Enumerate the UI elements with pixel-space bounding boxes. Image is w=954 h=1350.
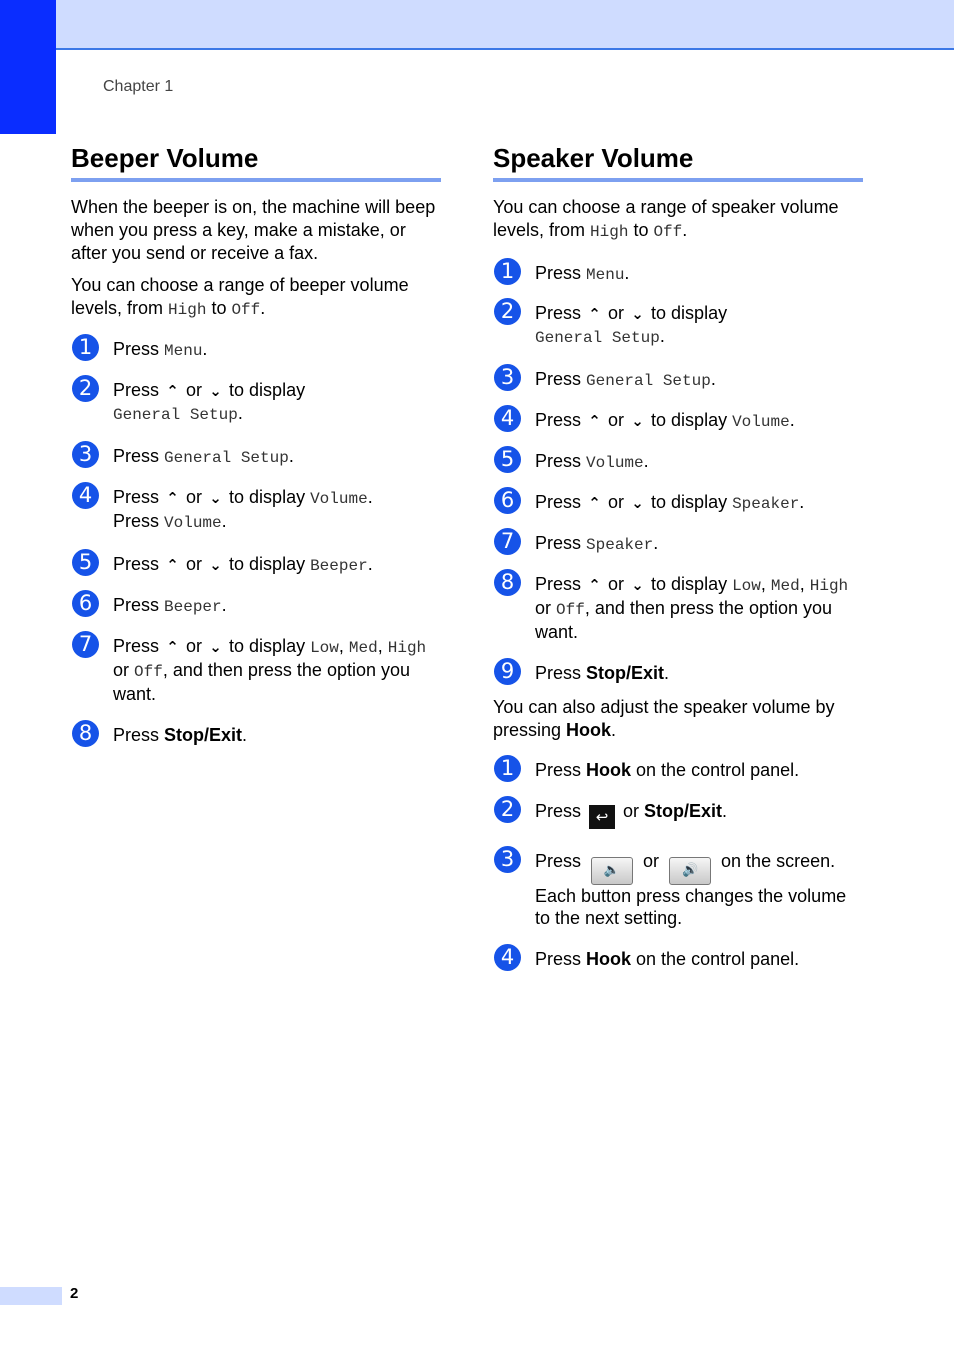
beeper-step-7: 7 Press ⌃ or ⌄ to display Low, Med, High or Off, and then press the option you want. [71,635,441,705]
beeper-title: Beeper Volume [71,140,441,182]
speaker-step-7: 7 Press Speaker. [493,532,863,560]
step-number-icon: 3 [494,364,521,391]
speaker-step-6: 6 Press ⌃ or ⌄ to display Speaker. [493,491,863,519]
chevron-down-icon: ⌄ [209,382,222,400]
header-band [56,0,954,50]
step-number-icon: 4 [72,482,99,509]
beeper-section [71,140,441,752]
hook-step-1: 1 Press Hook on the control panel. [493,759,863,787]
step-number-icon: 7 [494,528,521,555]
beeper-step-8: 8 Press Stop/Exit. [71,724,441,752]
chevron-down-icon: ⌄ [209,489,222,507]
chevron-up-icon: ⌃ [588,494,601,512]
chevron-up-icon: ⌃ [588,305,601,323]
chevron-down-icon: ⌄ [209,638,222,656]
step-number-icon: 6 [494,487,521,514]
hook-step-4: 4 Press Hook on the control panel. [493,948,863,976]
step-number-icon: 6 [72,590,99,617]
beeper-range: You can choose a range of beeper volume levels, from High to Off. [71,275,409,319]
volume-up-icon: 🔊 [669,857,711,885]
step-number-icon: 1 [494,755,521,782]
speaker-step-3: 3 Press General Setup. [493,368,863,396]
step-number-icon: 1 [494,258,521,285]
speaker-hook-intro: You can also adjust the speaker volume by pressing Hook. [493,697,835,740]
step-number-icon: 3 [72,441,99,468]
back-arrow-icon: ↩ [589,805,615,829]
speaker-step-2: 2 Press ⌃ or ⌄ to display General Setup. [493,302,863,349]
volume-down-icon: 🔈 [591,857,633,885]
speaker-step-5: 5 Press Volume. [493,450,863,478]
chapter-label: Chapter 1 [103,78,174,95]
chevron-up-icon: ⌃ [166,556,179,574]
speaker-step-8: 8 Press ⌃ or ⌄ to display Low, Med, High or Off, and then press the option you want. [493,573,863,643]
chevron-up-icon: ⌃ [588,412,601,430]
beeper-step-3: 3 Press General Setup. [71,445,441,473]
step-number-icon: 8 [494,569,521,596]
step-number-icon: 2 [72,375,99,402]
step-number-icon: 9 [494,658,521,685]
chevron-down-icon: ⌄ [209,556,222,574]
hook-step-2: 2 Press ↩ or Stop/Exit. [493,800,863,829]
chevron-up-icon: ⌃ [588,576,601,594]
speaker-section [493,140,863,976]
speaker-range: You can choose a range of speaker volume levels, from High to Off. [493,197,839,241]
step-number-icon: 2 [494,298,521,325]
chevron-up-icon: ⌃ [166,382,179,400]
step-number-icon: 4 [494,405,521,432]
chevron-up-icon: ⌃ [166,489,179,507]
hook-step-3: 3 Press 🔈 or 🔊 on the screen. Each button press changes the volume to the next setting. [493,850,863,929]
footer-band [0,1287,62,1305]
step-number-icon: 4 [494,944,521,971]
chevron-up-icon: ⌃ [166,638,179,656]
chevron-down-icon: ⌄ [631,576,644,594]
page-number: 2 [70,1285,79,1302]
beeper-step-6: 6 Press Beeper. [71,594,441,622]
chevron-down-icon: ⌄ [631,305,644,323]
speaker-step-4: 4 Press ⌃ or ⌄ to display Volume. [493,409,863,437]
step-number-icon: 1 [72,334,99,361]
step-number-icon: 8 [72,720,99,747]
beeper-step-5: 5 Press ⌃ or ⌄ to display Beeper. [71,553,441,581]
beeper-step-1: 1 Press Menu. [71,338,441,366]
chevron-down-icon: ⌄ [631,494,644,512]
speaker-step-9: 9 Press Stop/Exit. [493,662,863,690]
step-number-icon: 2 [494,796,521,823]
beeper-intro: When the beeper is on, the machine will beep when you press a key, make a mistake, or after you send or receive a fax. [71,197,436,263]
step-number-icon: 5 [72,549,99,576]
step-number-icon: 3 [494,846,521,873]
step-number-icon: 7 [72,631,99,658]
beeper-step-2: 2 Press ⌃ or ⌄ to display General Setup. [71,379,441,426]
beeper-step-4: 4 Press ⌃ or ⌄ to display Volume. Press Volume. [71,486,441,534]
chevron-down-icon: ⌄ [631,412,644,430]
speaker-title: Speaker Volume [493,140,863,182]
step-number-icon: 5 [494,446,521,473]
speaker-step-1: 1 Press Menu. [493,262,863,290]
chapter-tab [0,0,56,134]
